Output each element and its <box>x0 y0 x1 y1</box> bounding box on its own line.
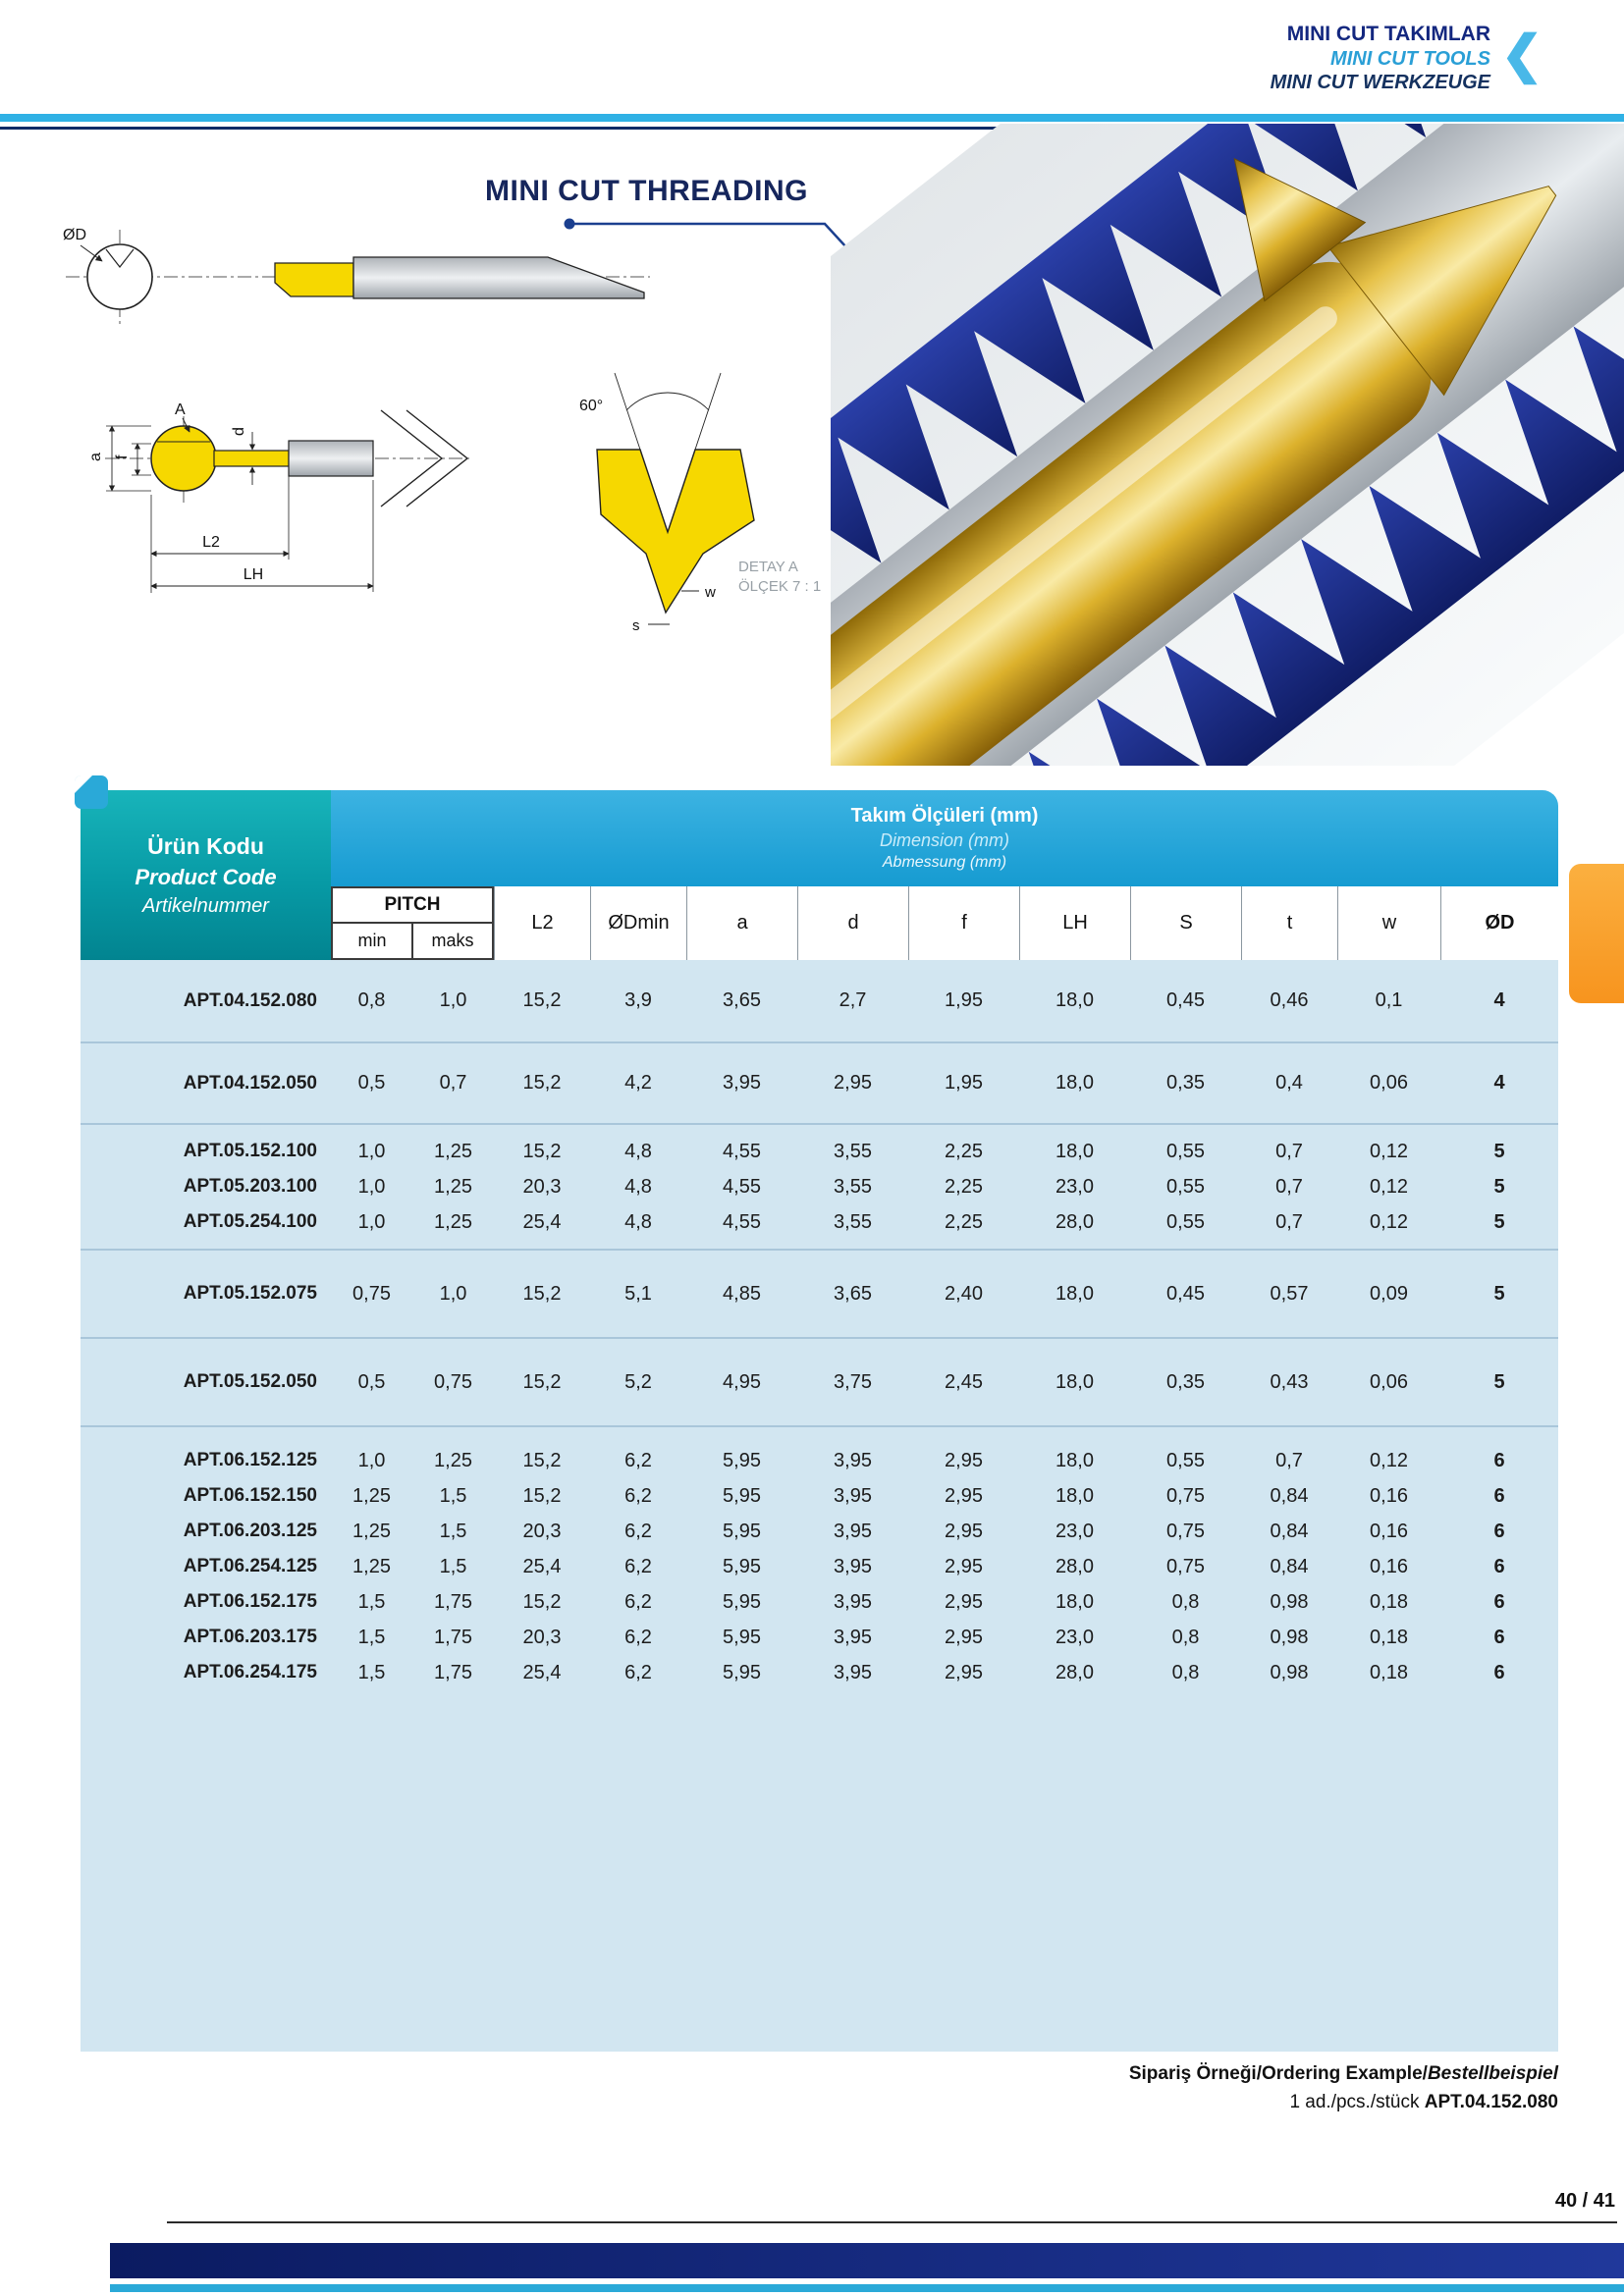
value-cell: 6,2 <box>624 1484 652 1507</box>
value-cell: 28,0 <box>1056 1210 1094 1233</box>
product-code: APT.05.254.100 <box>183 1211 317 1232</box>
value-cell: 25,4 <box>522 1555 562 1577</box>
value-cell: 6 <box>1493 1555 1505 1577</box>
angle-label: 60° <box>579 398 604 414</box>
value-cell: 5,2 <box>624 1370 652 1393</box>
value-cell: 0,98 <box>1270 1626 1309 1648</box>
header-title-de: MINI CUT WERKZEUGE <box>1270 72 1490 93</box>
value-cell: 25,4 <box>522 1661 562 1683</box>
table-body <box>81 960 1558 2052</box>
dim-d-label: d <box>231 427 247 436</box>
table-row <box>81 1276 1558 1311</box>
value-cell: 0,06 <box>1370 1072 1408 1094</box>
value-cell: 0,4 <box>1275 1072 1303 1094</box>
value-cell: 23,0 <box>1056 1626 1094 1648</box>
value-cell: 3,75 <box>834 1370 872 1393</box>
value-cell: 5,95 <box>723 1520 761 1542</box>
value-cell: 6,2 <box>624 1590 652 1613</box>
value-cell: 15,2 <box>522 1140 562 1162</box>
column-header-ødmin: ØDmin <box>590 886 686 960</box>
dimension-band <box>331 790 1558 886</box>
value-cell: 5 <box>1493 1175 1505 1198</box>
value-cell: 3,95 <box>834 1555 872 1577</box>
value-cell: 2,25 <box>945 1140 983 1162</box>
product-render <box>831 124 1624 766</box>
value-cell: 0,75 <box>1166 1555 1205 1577</box>
pitch-min-label: min <box>357 931 387 950</box>
value-cell: 2,25 <box>945 1175 983 1198</box>
value-cell: 0,98 <box>1270 1590 1309 1613</box>
value-cell: 0,84 <box>1270 1484 1309 1507</box>
detail-caption-1: DETAY A <box>738 559 798 575</box>
value-cell: 15,2 <box>522 1590 562 1613</box>
footer-rule <box>167 2221 1617 2223</box>
dimensioned-view <box>87 401 473 593</box>
value-cell: 4,85 <box>723 1282 761 1305</box>
value-cell: 28,0 <box>1056 1555 1094 1577</box>
value-cell: 5,95 <box>723 1449 761 1471</box>
pitch-max-label: maks <box>411 924 492 958</box>
value-cell: 3,55 <box>834 1140 872 1162</box>
value-cell: 0,8 <box>1171 1590 1200 1613</box>
dimension-de: Abmessung (mm) <box>882 854 1007 871</box>
table-row <box>81 1549 1558 1584</box>
table-row <box>81 1364 1558 1400</box>
value-cell: 3,55 <box>834 1175 872 1198</box>
value-cell: 3,95 <box>834 1661 872 1683</box>
value-cell: 3,95 <box>723 1072 761 1094</box>
value-cell: 15,2 <box>522 1449 562 1471</box>
value-cell: 0,12 <box>1370 1449 1408 1471</box>
value-cell: 18,0 <box>1056 1484 1094 1507</box>
value-cell: 0,1 <box>1375 989 1403 1011</box>
value-cell: 1,5 <box>357 1661 386 1683</box>
value-cell: 1,95 <box>945 1072 983 1094</box>
product-code-en: Product Code <box>135 864 277 889</box>
od-label: ØD <box>63 227 86 243</box>
value-cell: 1,5 <box>439 1484 467 1507</box>
table-row <box>81 1655 1558 1690</box>
value-cell: 1,25 <box>434 1449 472 1471</box>
value-cell: 4,55 <box>723 1140 761 1162</box>
value-cell: 5,95 <box>723 1661 761 1683</box>
product-code: APT.06.152.175 <box>183 1591 317 1612</box>
product-code: APT.04.152.080 <box>183 989 317 1011</box>
value-cell: 5,95 <box>723 1590 761 1613</box>
value-cell: 0,18 <box>1370 1661 1408 1683</box>
value-cell: 4,8 <box>624 1140 652 1162</box>
value-cell: 0,75 <box>1166 1484 1205 1507</box>
detail-ref-label: A <box>175 401 186 418</box>
table-header <box>81 790 1558 960</box>
value-cell: 23,0 <box>1056 1175 1094 1198</box>
table-group <box>81 960 1558 1041</box>
product-code: APT.04.152.050 <box>183 1072 317 1094</box>
value-cell: 6 <box>1493 1520 1505 1542</box>
value-cell: 20,3 <box>522 1520 562 1542</box>
value-cell: 5 <box>1493 1140 1505 1162</box>
value-cell: 5,1 <box>624 1282 652 1305</box>
dim-a-label: a <box>87 453 104 461</box>
value-cell: 1,5 <box>357 1590 386 1613</box>
value-cell: 0,55 <box>1166 1140 1205 1162</box>
value-cell: 0,5 <box>357 1072 386 1094</box>
value-cell: 4 <box>1493 1072 1505 1094</box>
column-header-a: a <box>686 886 797 960</box>
value-cell: 0,7 <box>1275 1210 1303 1233</box>
detail-a-view <box>579 373 821 634</box>
value-cell: 0,16 <box>1370 1484 1408 1507</box>
table-group <box>81 1041 1558 1123</box>
value-cell: 18,0 <box>1056 1590 1094 1613</box>
value-cell: 0,18 <box>1370 1590 1408 1613</box>
dim-l2-label: L2 <box>202 534 220 551</box>
value-cell: 0,8 <box>357 989 386 1011</box>
value-cell: 4 <box>1493 989 1505 1011</box>
table-row <box>81 1478 1558 1514</box>
value-cell: 1,0 <box>357 1449 386 1471</box>
table-row <box>81 1443 1558 1478</box>
value-cell: 15,2 <box>522 1370 562 1393</box>
value-cell: 6 <box>1493 1590 1505 1613</box>
value-cell: 0,7 <box>1275 1449 1303 1471</box>
value-cell: 1,0 <box>357 1210 386 1233</box>
value-cell: 15,2 <box>522 989 562 1011</box>
value-cell: 0,35 <box>1166 1370 1205 1393</box>
value-cell: 18,0 <box>1056 1449 1094 1471</box>
value-cell: 18,0 <box>1056 1140 1094 1162</box>
value-cell: 2,45 <box>945 1370 983 1393</box>
value-cell: 4,8 <box>624 1210 652 1233</box>
value-cell: 15,2 <box>522 1484 562 1507</box>
value-cell: 0,84 <box>1270 1520 1309 1542</box>
dimension-tr: Takım Ölçüleri (mm) <box>850 805 1039 827</box>
table-row <box>81 1066 1558 1101</box>
header-title-en: MINI CUT TOOLS <box>1330 47 1490 70</box>
ordering-example-caption: Sipariş Örneği/Ordering Example/Bestellbeispiel <box>1128 2063 1558 2084</box>
value-cell: 1,5 <box>439 1520 467 1542</box>
dim-lh-label: LH <box>243 566 264 583</box>
value-cell: 3,65 <box>723 989 761 1011</box>
table-group <box>81 1337 1558 1425</box>
value-cell: 6,2 <box>624 1626 652 1648</box>
value-cell: 23,0 <box>1056 1520 1094 1542</box>
value-cell: 6,2 <box>624 1555 652 1577</box>
value-cell: 0,7 <box>439 1072 467 1094</box>
value-cell: 0,98 <box>1270 1661 1309 1683</box>
value-cell: 0,75 <box>1166 1520 1205 1542</box>
ordering-code: APT.04.152.080 <box>1424 2092 1558 2113</box>
detail-caption-2: ÖLÇEK 7 : 1 <box>738 578 822 595</box>
value-cell: 4,95 <box>723 1370 761 1393</box>
value-cell: 15,2 <box>522 1072 562 1094</box>
value-cell: 3,95 <box>834 1484 872 1507</box>
column-header-ød: ØD <box>1440 886 1558 960</box>
value-cell: 6 <box>1493 1661 1505 1683</box>
table-group <box>81 1123 1558 1249</box>
side-tab <box>1569 864 1624 1003</box>
value-cell: 0,45 <box>1166 989 1205 1011</box>
pitch-label: PITCH <box>333 888 492 924</box>
table-row <box>81 1134 1558 1169</box>
value-cell: 0,18 <box>1370 1626 1408 1648</box>
table-row <box>81 1169 1558 1204</box>
value-cell: 1,0 <box>439 989 467 1011</box>
table-row <box>81 984 1558 1019</box>
value-cell: 0,7 <box>1275 1175 1303 1198</box>
value-cell: 0,7 <box>1275 1140 1303 1162</box>
value-cell: 6,2 <box>624 1449 652 1471</box>
value-cell: 20,3 <box>522 1175 562 1198</box>
ordering-example <box>1129 2059 1558 2117</box>
value-cell: 4,55 <box>723 1210 761 1233</box>
value-cell: 18,0 <box>1056 1370 1094 1393</box>
value-cell: 2,95 <box>834 1072 872 1094</box>
value-cell: 0,46 <box>1270 989 1309 1011</box>
table-group <box>81 1425 1558 1708</box>
value-cell: 2,40 <box>945 1282 983 1305</box>
value-cell: 0,57 <box>1270 1282 1309 1305</box>
value-cell: 5 <box>1493 1370 1505 1393</box>
value-cell: 0,55 <box>1166 1449 1205 1471</box>
value-cell: 1,0 <box>357 1175 386 1198</box>
column-header-l2: L2 <box>494 886 590 960</box>
value-cell: 1,75 <box>434 1626 472 1648</box>
value-cell: 28,0 <box>1056 1661 1094 1683</box>
value-cell: 0,09 <box>1370 1282 1408 1305</box>
table-row <box>81 1620 1558 1655</box>
value-cell: 0,5 <box>357 1370 386 1393</box>
value-cell: 5,95 <box>723 1626 761 1648</box>
value-cell: 5 <box>1493 1210 1505 1233</box>
value-cell: 1,25 <box>434 1210 472 1233</box>
product-code: APT.05.152.075 <box>183 1283 317 1304</box>
product-code-tr: Ürün Kodu <box>147 832 264 859</box>
value-cell: 0,75 <box>352 1282 391 1305</box>
value-cell: 1,95 <box>945 989 983 1011</box>
value-cell: 4,8 <box>624 1175 652 1198</box>
value-cell: 2,95 <box>945 1626 983 1648</box>
value-cell: 0,06 <box>1370 1370 1408 1393</box>
value-cell: 5,95 <box>723 1555 761 1577</box>
value-cell: 1,25 <box>352 1520 391 1542</box>
table-row <box>81 1514 1558 1549</box>
value-cell: 2,95 <box>945 1484 983 1507</box>
value-cell: 0,84 <box>1270 1555 1309 1577</box>
value-cell: 3,95 <box>834 1590 872 1613</box>
value-cell: 5,95 <box>723 1484 761 1507</box>
footer-bar-cyan <box>110 2284 1624 2292</box>
top-rule-cyan <box>0 114 1624 122</box>
value-cell: 18,0 <box>1056 1282 1094 1305</box>
value-cell: 6,2 <box>624 1520 652 1542</box>
value-cell: 1,0 <box>439 1282 467 1305</box>
column-header-f: f <box>908 886 1019 960</box>
product-code: APT.05.152.050 <box>183 1371 317 1392</box>
value-cell: 1,25 <box>434 1140 472 1162</box>
footer-bar-navy <box>110 2243 1624 2278</box>
column-header-t: t <box>1241 886 1337 960</box>
column-header-s: S <box>1130 886 1241 960</box>
dimension-table <box>81 790 1558 2052</box>
value-cell: 6 <box>1493 1626 1505 1648</box>
value-cell: 1,5 <box>439 1555 467 1577</box>
value-cell: 0,55 <box>1166 1210 1205 1233</box>
value-cell: 18,0 <box>1056 989 1094 1011</box>
value-cell: 3,95 <box>834 1449 872 1471</box>
value-cell: 0,8 <box>1171 1626 1200 1648</box>
product-code-header <box>81 790 331 960</box>
value-cell: 2,95 <box>945 1590 983 1613</box>
dimension-en: Dimension (mm) <box>879 830 1009 850</box>
value-cell: 0,16 <box>1370 1520 1408 1542</box>
value-cell: 2,25 <box>945 1210 983 1233</box>
header-title-tr: MINI CUT TAKIMLAR <box>1286 23 1490 45</box>
value-cell: 2,7 <box>839 989 867 1011</box>
dim-f-label: f <box>114 454 131 459</box>
render-assembly <box>831 124 1624 766</box>
dim-w-label: w <box>705 584 716 601</box>
value-cell: 3,9 <box>624 989 652 1011</box>
value-cell: 0,16 <box>1370 1555 1408 1577</box>
column-header-lh: LH <box>1019 886 1130 960</box>
value-cell: 3,55 <box>834 1210 872 1233</box>
value-cell: 0,75 <box>434 1370 472 1393</box>
value-cell: 3,95 <box>834 1520 872 1542</box>
value-cell: 6 <box>1493 1484 1505 1507</box>
page-header <box>1271 22 1490 94</box>
value-cell: 2,95 <box>945 1449 983 1471</box>
value-cell: 2,95 <box>945 1520 983 1542</box>
product-code: APT.06.203.175 <box>183 1627 317 1647</box>
value-cell: 15,2 <box>522 1282 562 1305</box>
note-page-icon <box>75 775 108 809</box>
value-cell: 1,0 <box>357 1140 386 1162</box>
product-code: APT.06.152.150 <box>183 1485 317 1506</box>
column-header-w: w <box>1337 886 1440 960</box>
value-cell: 3,95 <box>834 1626 872 1648</box>
table-group <box>81 1249 1558 1337</box>
value-cell: 1,75 <box>434 1661 472 1683</box>
product-code: APT.06.254.125 <box>183 1556 317 1576</box>
value-cell: 0,12 <box>1370 1210 1408 1233</box>
value-cell: 1,5 <box>357 1626 386 1648</box>
value-cell: 25,4 <box>522 1210 562 1233</box>
value-cell: 0,35 <box>1166 1072 1205 1094</box>
value-cell: 0,45 <box>1166 1282 1205 1305</box>
value-cell: 1,25 <box>434 1175 472 1198</box>
value-cell: 4,55 <box>723 1175 761 1198</box>
product-code-de: Artikelnummer <box>142 894 269 917</box>
value-cell: 18,0 <box>1056 1072 1094 1094</box>
product-code: APT.06.203.125 <box>183 1521 317 1541</box>
value-cell: 0,12 <box>1370 1140 1408 1162</box>
value-cell: 0,8 <box>1171 1661 1200 1683</box>
value-cell: 0,55 <box>1166 1175 1205 1198</box>
value-cell: 20,3 <box>522 1626 562 1648</box>
product-code: APT.05.203.100 <box>183 1176 317 1197</box>
product-code: APT.06.152.125 <box>183 1450 317 1470</box>
section-title: MINI CUT THREADING <box>485 175 808 207</box>
technical-drawing <box>51 208 856 679</box>
value-cell: 5 <box>1493 1282 1505 1305</box>
pitch-header <box>331 886 494 960</box>
page-number: 40 / 41 <box>1554 2190 1615 2212</box>
product-code: APT.06.254.175 <box>183 1662 317 1682</box>
value-cell: 3,65 <box>834 1282 872 1305</box>
front-side-view <box>63 227 650 324</box>
table-row <box>81 1584 1558 1620</box>
table-row <box>81 1204 1558 1240</box>
table-column-headers <box>331 886 1558 960</box>
product-code: APT.05.152.100 <box>183 1141 317 1161</box>
value-cell: 1,25 <box>352 1484 391 1507</box>
value-cell: 1,25 <box>352 1555 391 1577</box>
chevron-left-icon: ❮ <box>1500 27 1543 83</box>
ordering-example-line: 1 ad./pcs./stück APT.04.152.080 <box>1289 2092 1558 2113</box>
value-cell: 0,43 <box>1270 1370 1309 1393</box>
value-cell: 1,75 <box>434 1590 472 1613</box>
value-cell: 4,2 <box>624 1072 652 1094</box>
value-cell: 6,2 <box>624 1661 652 1683</box>
dim-s-label: s <box>632 617 640 634</box>
value-cell: 2,95 <box>945 1555 983 1577</box>
value-cell: 2,95 <box>945 1661 983 1683</box>
value-cell: 6 <box>1493 1449 1505 1471</box>
column-header-d: d <box>797 886 908 960</box>
value-cell: 0,12 <box>1370 1175 1408 1198</box>
